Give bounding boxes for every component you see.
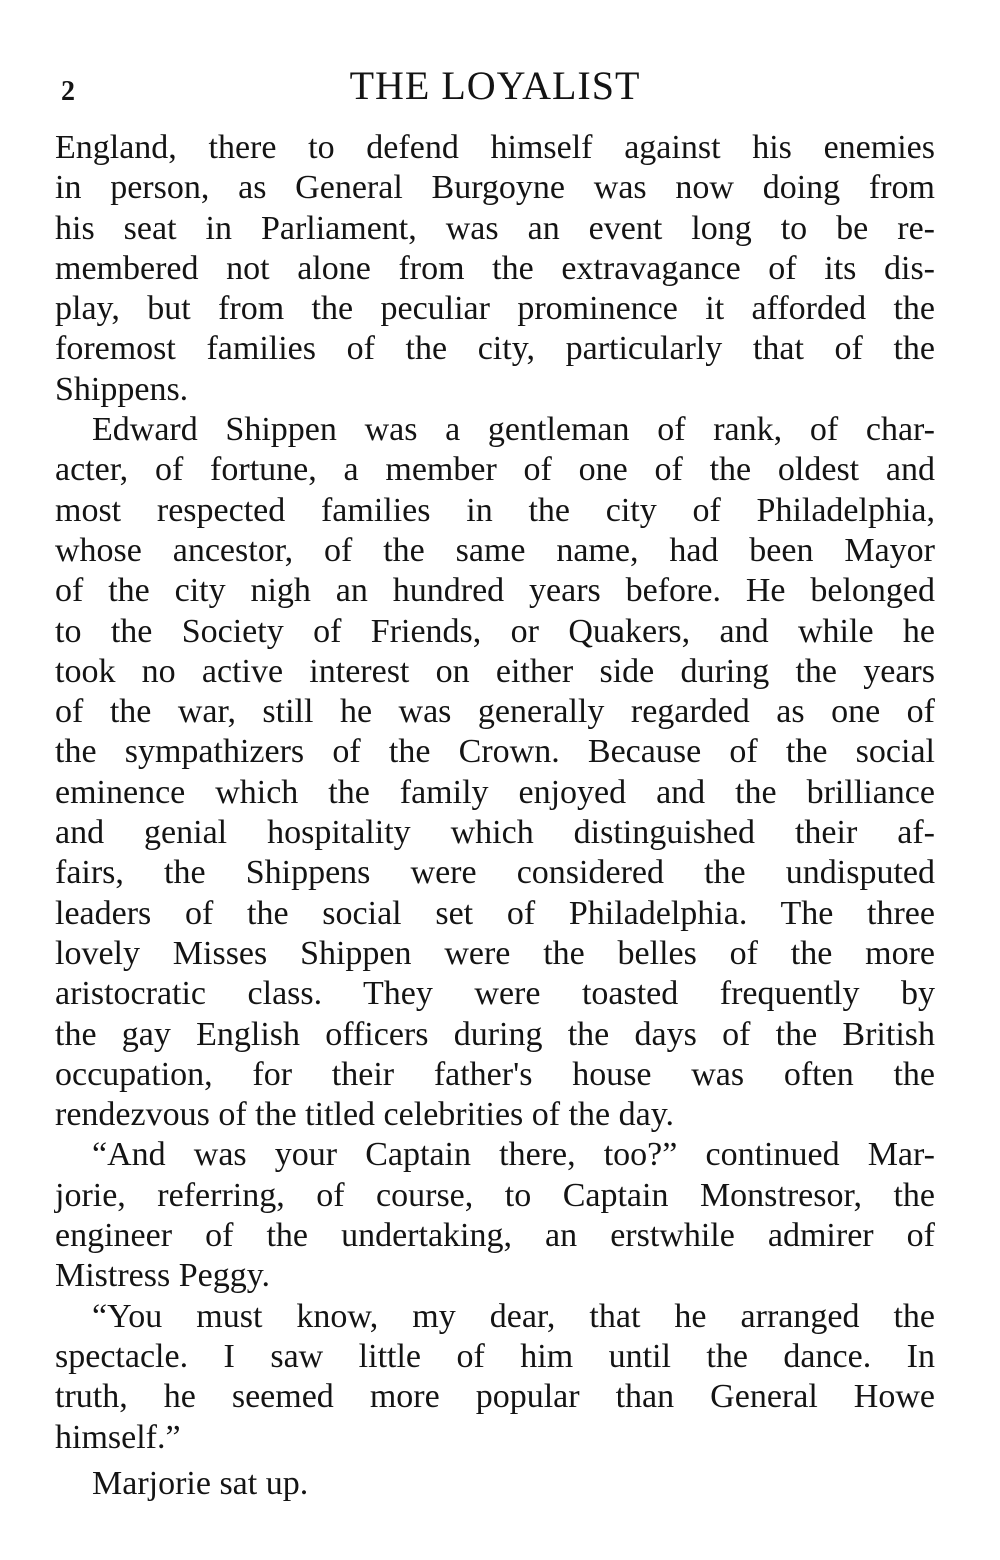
- text-line: acter, of fortune, a member of one of the oldest and: [55, 451, 935, 489]
- running-head: THE LOYALIST: [349, 63, 641, 108]
- text-line: took no active interest on either side during the years: [55, 652, 935, 690]
- text-line: his seat in Parliament, was an event long to be re-: [55, 209, 935, 247]
- page-header: [55, 62, 935, 112]
- text-line: occupation, for their father's house was often the: [55, 1055, 935, 1093]
- text-line: engineer of the undertaking, an erstwhile admirer of: [55, 1217, 935, 1255]
- text-line: rendezvous of the titled celebrities of the day.: [55, 1096, 675, 1134]
- text-line: in person, as General Burgoyne was now doing from: [55, 169, 935, 207]
- text-line: most respected families in the city of Philadelphia,: [55, 491, 935, 529]
- page-number: 2: [61, 76, 75, 107]
- text-line: fairs, the Shippens were considered the undisputed: [55, 854, 935, 892]
- text-line: jorie, referring, of course, to Captain Monstresor, the: [55, 1176, 935, 1214]
- text-line: whose ancestor, of the same name, had been Mayor: [55, 531, 935, 569]
- text-line: “And was your Captain there, too?” continued Mar-: [92, 1136, 935, 1174]
- text-line: “You must know, my dear, that he arranged the: [92, 1297, 935, 1335]
- text-line: the sympathizers of the Crown. Because of the social: [55, 733, 935, 771]
- text-line: Mistress Peggy.: [55, 1257, 271, 1295]
- body-text: [55, 128, 935, 1504]
- text-line: Edward Shippen was a gentleman of rank, of char-: [92, 411, 935, 449]
- text-line: to the Society of Friends, or Quakers, and while he: [55, 612, 935, 650]
- text-line: aristocratic class. They were toasted frequently by: [55, 975, 935, 1013]
- text-line: eminence which the family enjoyed and the brilliance: [55, 773, 935, 811]
- text-line: England, there to defend himself against his enemies: [55, 129, 935, 166]
- text-line: leaders of the social set of Philadelphia. The three: [55, 894, 935, 932]
- text-line: the gay English officers during the days of the British: [55, 1015, 935, 1053]
- text-line: of the war, still he was generally regarded as one of: [55, 693, 935, 731]
- text-line: Marjorie sat up.: [92, 1464, 309, 1502]
- text-line: spectacle. I saw little of him until the dance. In: [55, 1337, 935, 1375]
- text-line: Shippens.: [55, 370, 189, 408]
- text-line: truth, he seemed more popular than General Howe: [55, 1378, 935, 1416]
- text-line: membered not alone from the extravagance of its dis-: [55, 249, 935, 287]
- text-line: and genial hospitality which distinguished their af-: [55, 814, 935, 852]
- text-line: lovely Misses Shippen were the belles of the more: [55, 934, 935, 972]
- text-line: himself.”: [55, 1418, 181, 1456]
- text-line: foremost families of the city, particularly that of the: [55, 330, 935, 368]
- text-line: play, but from the peculiar prominence it afforded the: [55, 290, 935, 328]
- text-line: of the city nigh an hundred years before. He belonged: [55, 572, 935, 610]
